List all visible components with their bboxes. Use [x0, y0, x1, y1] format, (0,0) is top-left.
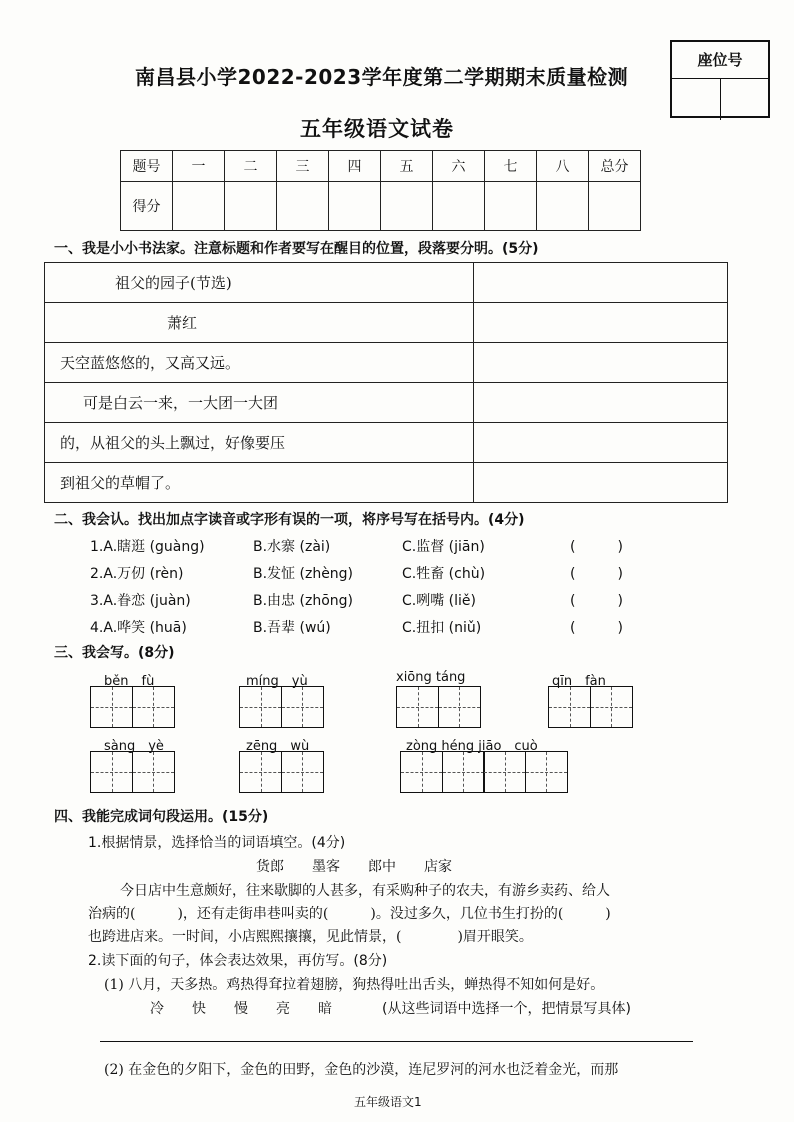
- grid-cell[interactable]: [525, 751, 568, 793]
- q1-paragraph-line: 治病的( )，还有走街串巷叫卖的( )。没过多久，几位书生打扮的( ): [88, 906, 611, 922]
- grid-cell[interactable]: [281, 686, 324, 728]
- grid-cell[interactable]: [442, 751, 485, 793]
- calligraphy-source-line: 到祖父的草帽了。: [45, 463, 474, 503]
- pinyin-label: běn fù: [104, 674, 155, 689]
- writing-grid: [239, 686, 324, 728]
- q2-2-sentence: (2) 在金色的夕阳下，金色的田野，金色的沙漠，连尼罗河的河水也泛着金光，而那: [104, 1062, 619, 1078]
- writing-grid: [548, 686, 633, 728]
- calligraphy-source-line: 萧红: [45, 303, 474, 343]
- calligraphy-table: [44, 262, 728, 503]
- grid-cell[interactable]: [281, 751, 324, 793]
- pinyin-label: xiōng táng: [396, 670, 466, 685]
- section1-heading: 一、我是小小书法家。注意标题和作者要写在醒目的位置，段落要分明。(5分): [54, 241, 539, 257]
- score-cell[interactable]: [329, 182, 381, 231]
- q1-paragraph-line: 也跨进店来。一时间，小店熙熙攘攘，见此情景，( )眉开眼笑。: [88, 929, 533, 945]
- option-a: 2.A.万仞 (rèn): [90, 566, 184, 582]
- q2-1-sentence: (1) 八月，天多热。鸡热得耷拉着翅膀，狗热得吐出舌头，蝉热得不知如何是好。: [104, 977, 605, 993]
- pinyin-label: zēng wù: [246, 739, 310, 754]
- grid-cell[interactable]: [483, 751, 526, 793]
- option-b: B.由忠 (zhōng): [253, 593, 353, 609]
- score-header-cell: 一: [173, 151, 225, 182]
- score-cell[interactable]: [225, 182, 277, 231]
- grid-cell[interactable]: [90, 686, 133, 728]
- q1-paragraph-line: 今日店中生意颇好，往来歇脚的人甚多，有采购种子的农夫，有游乡卖药、给人: [120, 883, 610, 899]
- score-header-cell: 总分: [589, 151, 641, 182]
- answer-paren[interactable]: ( ): [570, 593, 623, 609]
- writing-grid: [239, 751, 324, 793]
- score-header-cell: 题号: [121, 151, 173, 182]
- option-a: 3.A.眷恋 (juàn): [90, 593, 191, 609]
- grid-cell[interactable]: [400, 751, 443, 793]
- score-header-cell: 六: [433, 151, 485, 182]
- q2-title: 2.读下面的句子，体会表达效果，再仿写。(8分): [88, 953, 388, 969]
- section4-heading: 四、我能完成词句段运用。(15分): [54, 809, 269, 825]
- grid-cell[interactable]: [132, 686, 175, 728]
- grid-cell[interactable]: [239, 751, 282, 793]
- q2-1-hint: (从这些词语中选择一个，把情景写具体): [382, 1001, 631, 1017]
- score-row-label: 得分: [121, 182, 173, 231]
- score-cell[interactable]: [381, 182, 433, 231]
- score-header-cell: 二: [225, 151, 277, 182]
- section2-heading: 二、我会认。找出加点字读音或字形有误的一项，将序号写在括号内。(4分): [54, 512, 525, 528]
- writing-grid: [400, 751, 568, 793]
- writing-grid: [396, 686, 481, 728]
- answer-paren[interactable]: ( ): [570, 620, 623, 636]
- score-header-cell: 八: [537, 151, 589, 182]
- grid-cell[interactable]: [132, 751, 175, 793]
- score-table: [120, 150, 641, 231]
- q2-1-word-choices: 冷 快 慢 亮 暗: [150, 1001, 332, 1017]
- calligraphy-source-line: 祖父的园子(节选): [45, 263, 474, 303]
- seat-number-label: 座位号: [672, 42, 768, 79]
- page-footer: 五年级语文1: [354, 1095, 422, 1109]
- section3-heading: 三、我会写。(8分): [54, 645, 175, 661]
- score-header-cell: 三: [277, 151, 329, 182]
- score-cell[interactable]: [173, 182, 225, 231]
- calligraphy-write-cell[interactable]: [474, 303, 728, 343]
- q1-word-bank: 货郎 墨客 郎中 店家: [256, 859, 452, 875]
- option-b: B.发怔 (zhèng): [253, 566, 354, 582]
- calligraphy-write-cell[interactable]: [474, 423, 728, 463]
- option-a: 4.A.哗笑 (huā): [90, 620, 187, 636]
- grid-cell[interactable]: [438, 686, 481, 728]
- score-cell[interactable]: [277, 182, 329, 231]
- writing-grid: [90, 751, 175, 793]
- calligraphy-write-cell[interactable]: [474, 463, 728, 503]
- option-c: C.咧嘴 (liě): [402, 593, 476, 609]
- score-cell[interactable]: [433, 182, 485, 231]
- score-header-cell: 七: [485, 151, 537, 182]
- score-cell[interactable]: [537, 182, 589, 231]
- calligraphy-write-cell[interactable]: [474, 343, 728, 383]
- answer-line[interactable]: [100, 1041, 693, 1042]
- option-c: C.监督 (jiān): [402, 539, 485, 555]
- calligraphy-source-line: 可是白云一来，一大团一大团: [45, 383, 474, 423]
- seat-number-box: [670, 40, 770, 118]
- score-header-cell: 四: [329, 151, 381, 182]
- pinyin-label: sàng yè: [104, 739, 164, 754]
- option-a: 1.A.瞎逛 (guàng): [90, 539, 205, 555]
- calligraphy-source-line: 的，从祖父的头上飘过，好像要压: [45, 423, 474, 463]
- pinyin-label: qīn fàn: [552, 674, 606, 689]
- option-c: C.牲畜 (chù): [402, 566, 486, 582]
- pinyin-label: míng yù: [246, 674, 308, 689]
- score-cell[interactable]: [589, 182, 641, 231]
- option-c: C.扭扣 (niǔ): [402, 620, 482, 636]
- grid-cell[interactable]: [548, 686, 591, 728]
- calligraphy-source-line: 天空蓝悠悠的，又高又远。: [45, 343, 474, 383]
- score-header-cell: 五: [381, 151, 433, 182]
- grid-cell[interactable]: [90, 751, 133, 793]
- exam-subtitle: 五年级语文试卷: [300, 117, 454, 141]
- option-b: B.吾辈 (wú): [253, 620, 331, 636]
- answer-paren[interactable]: ( ): [570, 566, 623, 582]
- option-b: B.水寨 (zài): [253, 539, 331, 555]
- exam-title: 南昌县小学2022-2023学年度第二学期期末质量检测: [135, 65, 629, 89]
- writing-grid: [90, 686, 175, 728]
- grid-cell[interactable]: [396, 686, 439, 728]
- grid-cell[interactable]: [239, 686, 282, 728]
- grid-cell[interactable]: [590, 686, 633, 728]
- calligraphy-write-cell[interactable]: [474, 383, 728, 423]
- pinyin-label: zòng héng jiāo cuò: [406, 739, 538, 754]
- score-cell[interactable]: [485, 182, 537, 231]
- answer-paren[interactable]: ( ): [570, 539, 623, 555]
- calligraphy-write-cell[interactable]: [474, 263, 728, 303]
- q1-title: 1.根据情景，选择恰当的词语填空。(4分): [88, 835, 346, 851]
